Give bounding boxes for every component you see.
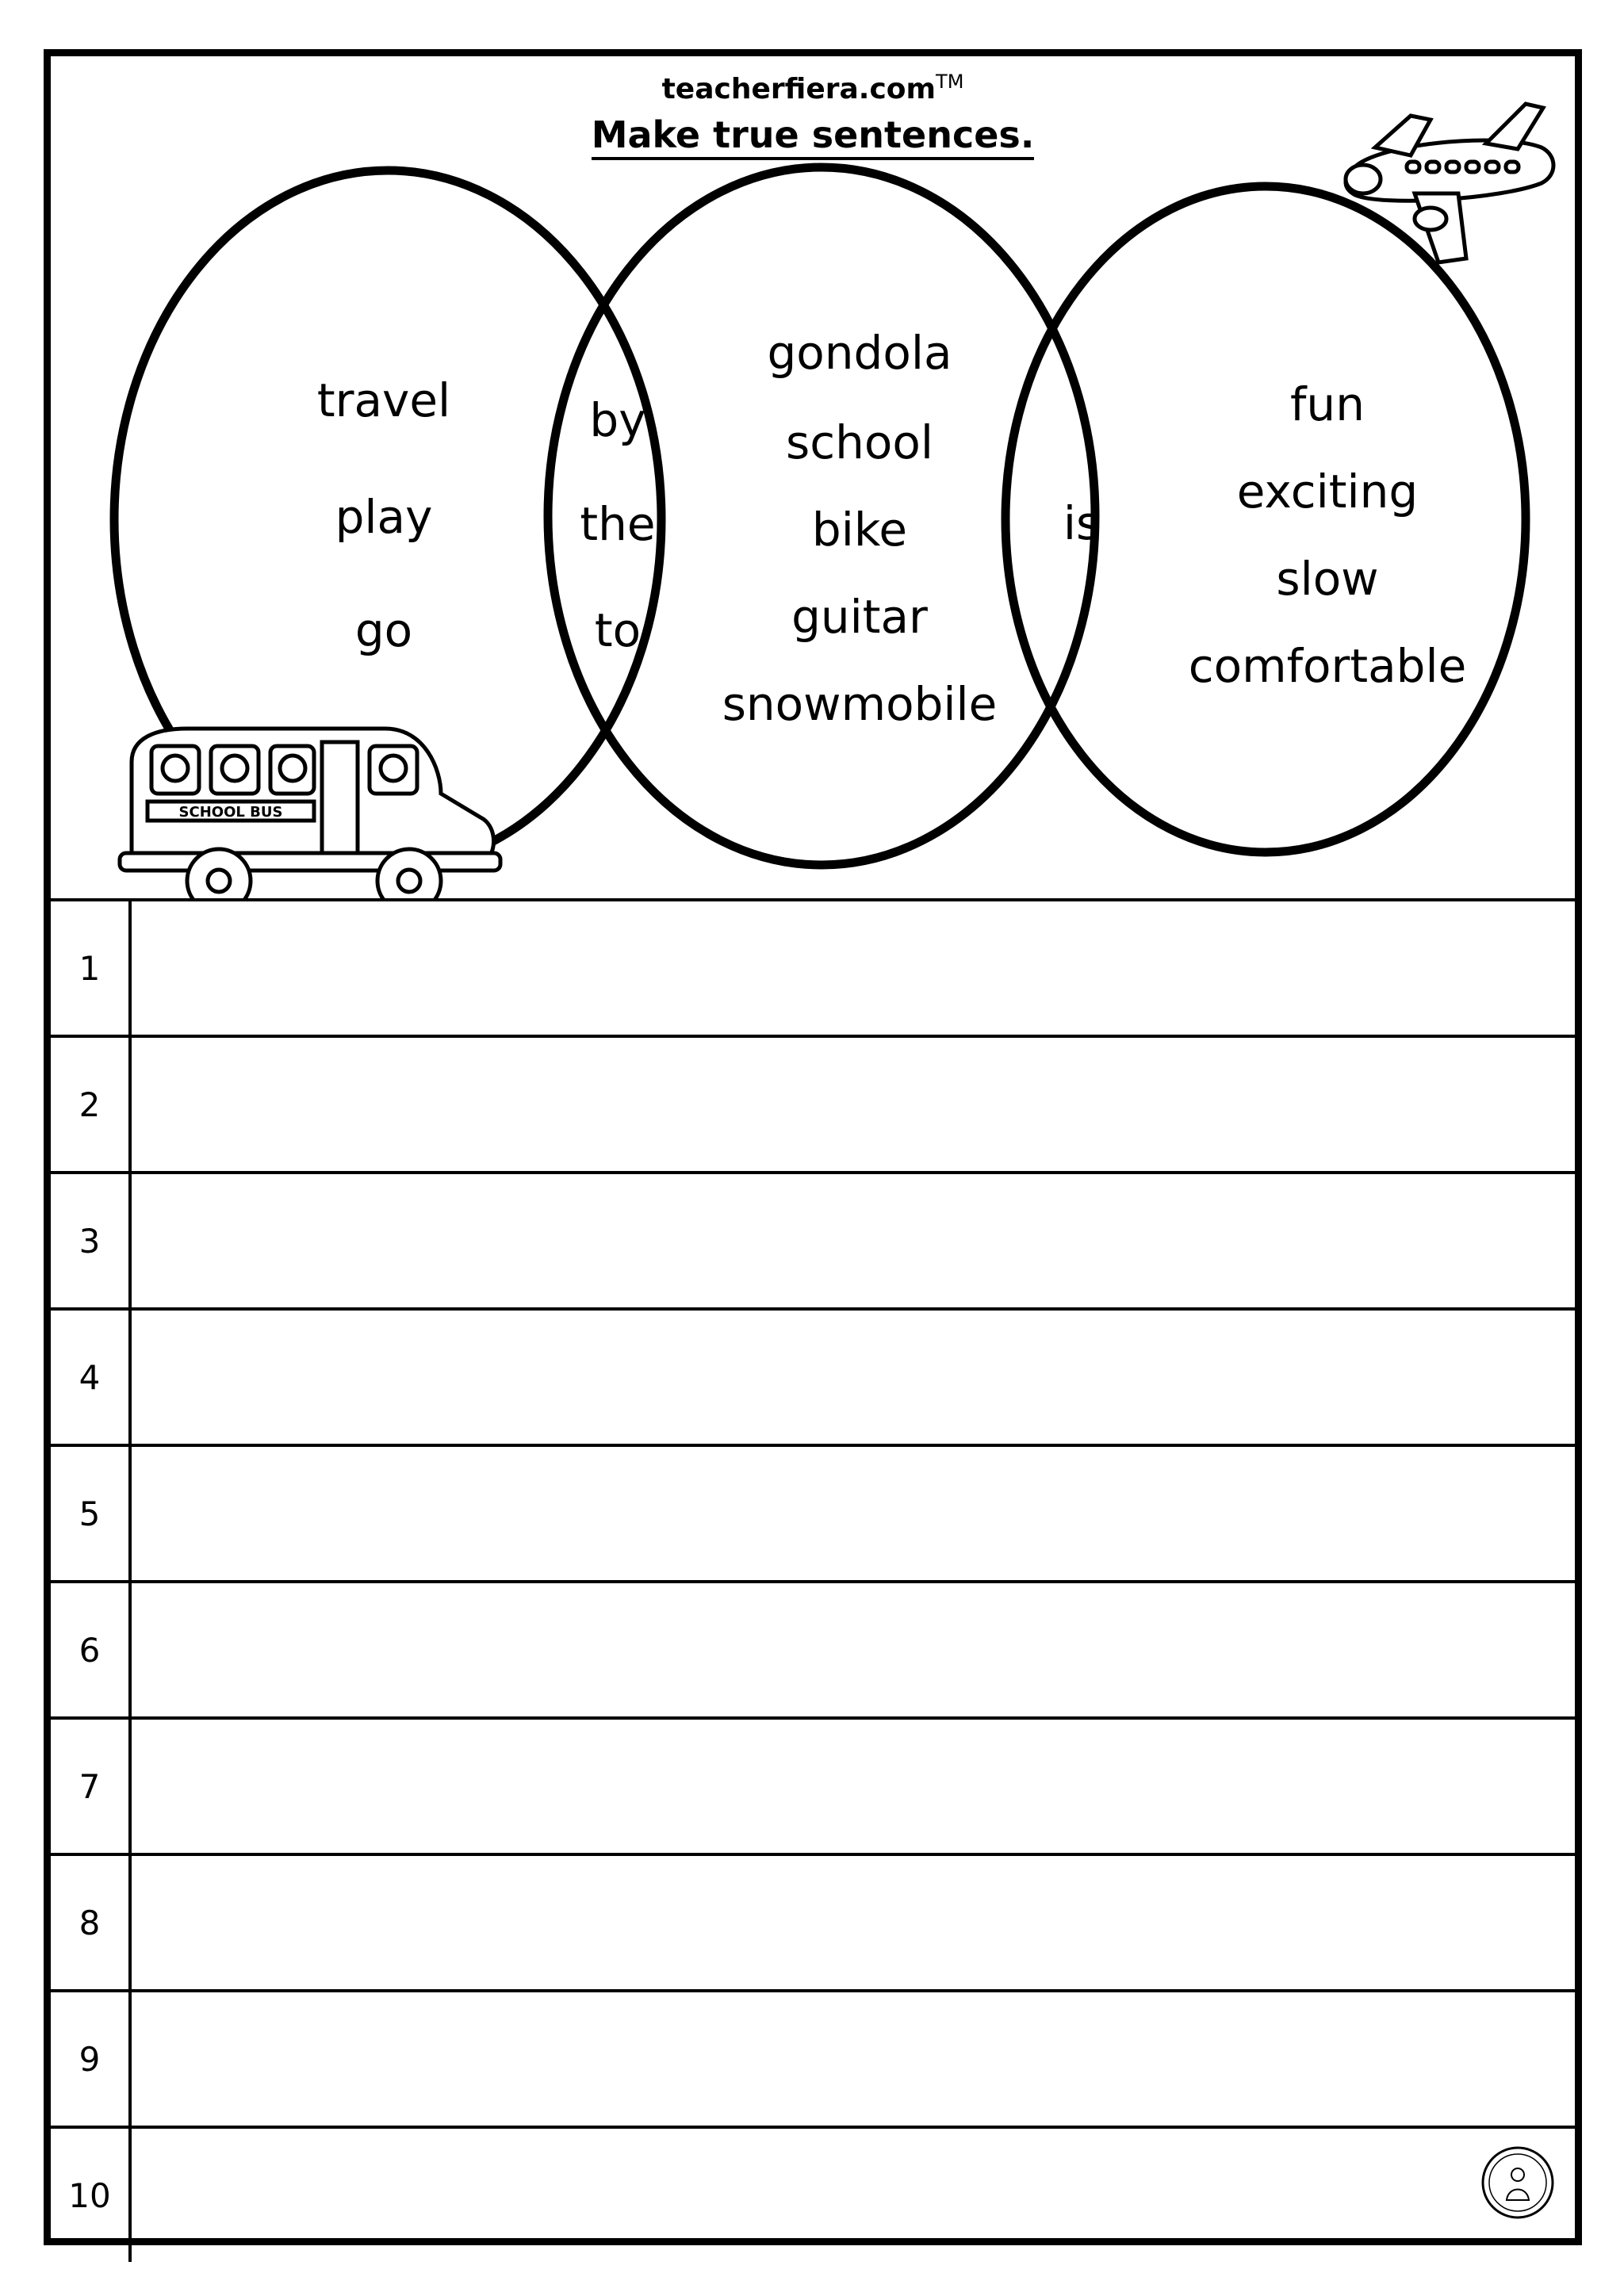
writing-line [51, 1307, 1575, 1444]
venn-word: play [335, 490, 433, 544]
trademark: TM [936, 71, 964, 93]
writing-line [51, 1444, 1575, 1580]
worksheet-header [51, 56, 1575, 898]
sentence-space[interactable] [132, 1583, 1575, 1716]
venn-word: by [589, 393, 646, 447]
verbs-column [265, 56, 503, 898]
prepositions-column [550, 56, 685, 898]
writing-line [51, 2126, 1575, 2262]
venn-word: is [1063, 496, 1101, 550]
line-number: 9 [51, 1992, 132, 2126]
worksheet [44, 49, 1582, 2245]
line-number: 6 [51, 1583, 132, 1716]
sentence-space[interactable] [132, 1038, 1575, 1171]
writing-lines [51, 898, 1575, 2262]
page-title: Make true sentences. [51, 113, 1575, 156]
venn-word: comfortable [1188, 639, 1467, 693]
adjectives-column [1145, 56, 1510, 898]
venn-word: exciting [1236, 465, 1419, 519]
writing-line [51, 1035, 1575, 1171]
sentence-space[interactable] [132, 2129, 1575, 2262]
teacherfiera-logo [1480, 2145, 1556, 2221]
bus-sign-text: SCHOOL BUS [178, 804, 283, 821]
line-number: 1 [51, 901, 132, 1035]
venn-word: slow [1276, 552, 1379, 606]
writing-line [51, 898, 1575, 1035]
linking-verb-column [1034, 56, 1129, 898]
line-number: 8 [51, 1856, 132, 1989]
writing-line [51, 1853, 1575, 1989]
writing-line [51, 1716, 1575, 1853]
venn-word: fun [1290, 377, 1365, 431]
venn-word: bike [811, 503, 908, 557]
sentence-space[interactable] [132, 901, 1575, 1035]
sentence-space[interactable] [132, 1447, 1575, 1580]
line-number: 5 [51, 1447, 132, 1580]
venn-word: to [594, 603, 642, 657]
writing-line [51, 1580, 1575, 1716]
sentence-space[interactable] [132, 1720, 1575, 1853]
line-number: 4 [51, 1311, 132, 1444]
venn-word: school [786, 415, 933, 469]
writing-line [51, 1989, 1575, 2126]
line-number: 7 [51, 1720, 132, 1853]
venn-word: travel [316, 373, 451, 427]
site-name: teacherfiera.com™ [661, 71, 964, 105]
sentence-space[interactable] [132, 1992, 1575, 2126]
venn-word: gondola [767, 326, 952, 380]
venn-word: the [580, 497, 656, 551]
nouns-column [701, 56, 1018, 898]
sentence-space[interactable] [132, 1856, 1575, 1989]
writing-line [51, 1171, 1575, 1307]
line-number: 3 [51, 1174, 132, 1307]
venn-word: guitar [791, 590, 928, 644]
venn-word: snowmobile [722, 677, 998, 731]
sentence-space[interactable] [132, 1174, 1575, 1307]
line-number: 2 [51, 1038, 132, 1171]
venn-word: go [354, 603, 413, 657]
sentence-space[interactable] [132, 1311, 1575, 1444]
line-number: 10 [51, 2129, 132, 2262]
